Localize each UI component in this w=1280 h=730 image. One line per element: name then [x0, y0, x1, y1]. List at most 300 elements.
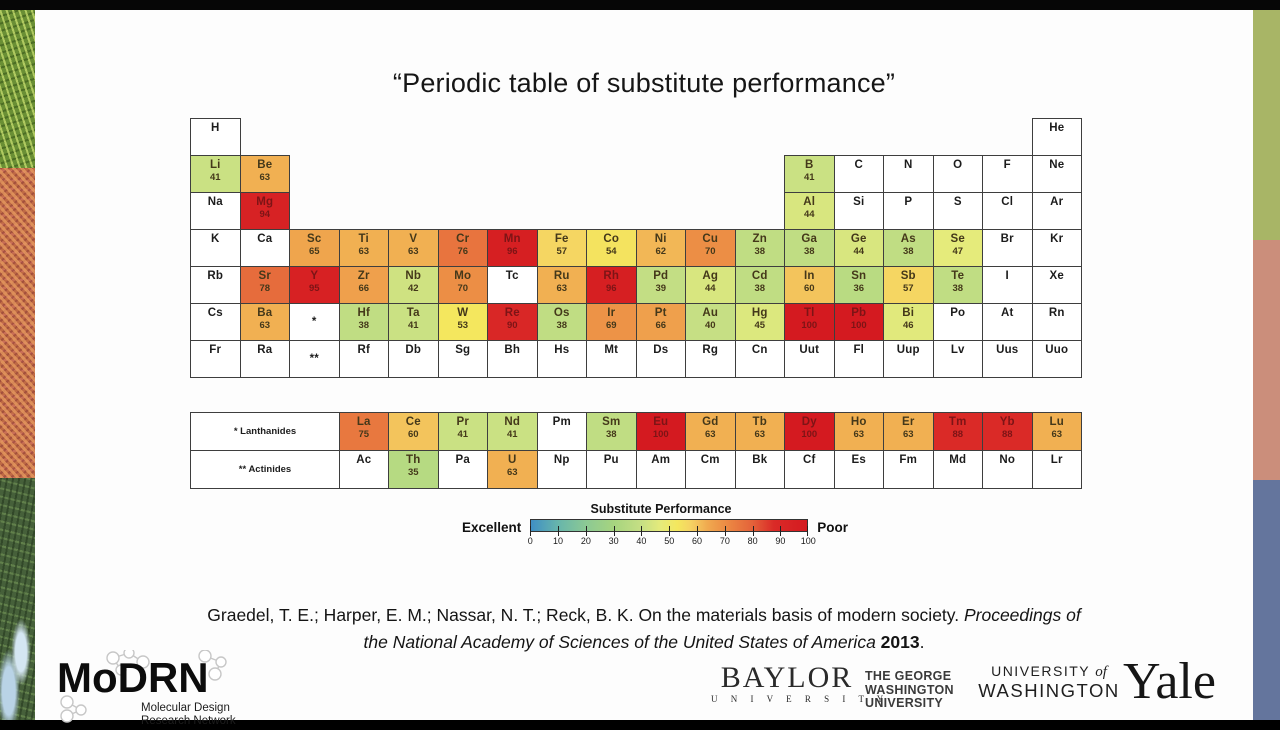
legend-tick-number: 60	[692, 536, 703, 546]
element-cell	[1032, 412, 1083, 451]
element-cell	[339, 450, 390, 489]
element-cell	[388, 412, 439, 451]
element-symbol: Sb	[900, 270, 916, 282]
element-symbol: B	[804, 159, 814, 171]
element-cell	[586, 303, 637, 341]
element-value: 100	[801, 320, 818, 331]
left-photo-strip	[0, 10, 35, 720]
element-symbol: Cr	[456, 233, 470, 245]
element-value: 100	[801, 429, 818, 440]
element-value: 95	[308, 283, 320, 294]
element-cell	[586, 340, 637, 378]
element-value: 38	[358, 320, 370, 331]
element-symbol: Zr	[357, 270, 370, 282]
element-value: 96	[605, 283, 617, 294]
element-cell	[1032, 155, 1083, 193]
element-symbol: Bk	[752, 454, 768, 466]
element-symbol: Nd	[504, 416, 521, 428]
element-symbol: Am	[651, 454, 671, 466]
element-value: 70	[704, 246, 716, 257]
legend-tick	[669, 526, 670, 536]
legend-tick-number: 30	[608, 536, 619, 546]
element-value: 41	[457, 429, 469, 440]
element-symbol: As	[900, 233, 916, 245]
element-symbol: Te	[951, 270, 965, 282]
element-cell	[190, 155, 241, 193]
element-value: 38	[754, 246, 766, 257]
element-cell	[784, 155, 835, 193]
element-symbol: Be	[257, 159, 273, 171]
element-symbol: Xe	[1049, 270, 1064, 282]
element-symbol: La	[356, 416, 371, 428]
lanthanides-label: * Lanthanides	[190, 412, 340, 451]
element-symbol: Cn	[751, 344, 768, 356]
element-cell	[240, 192, 291, 230]
element-symbol: Li	[209, 159, 221, 171]
element-symbol: Rn	[1048, 307, 1065, 319]
element-symbol: Fe	[554, 233, 569, 245]
element-cell	[190, 118, 241, 156]
element-cell	[933, 192, 984, 230]
element-symbol: N	[903, 159, 913, 171]
legend-poor-label: Poor	[817, 520, 849, 535]
element-symbol: P	[904, 196, 913, 208]
element-cell	[339, 303, 390, 341]
element-value: 57	[556, 246, 568, 257]
element-cell	[784, 340, 835, 378]
element-cell	[537, 412, 588, 451]
element-cell	[982, 340, 1033, 378]
element-cell	[784, 412, 835, 451]
lanthanide-actinide-block	[190, 412, 1083, 490]
element-cell	[883, 412, 934, 451]
element-cell	[339, 412, 390, 451]
legend-gradient-bar	[527, 519, 816, 549]
legend-tick-number: 40	[636, 536, 647, 546]
element-value: 90	[506, 320, 518, 331]
element-symbol: Sm	[602, 416, 621, 428]
element-cell	[784, 450, 835, 489]
legend-tick	[697, 526, 698, 536]
element-cell	[685, 266, 736, 304]
element-cell	[388, 340, 439, 378]
legend-tick-number: 90	[775, 536, 786, 546]
element-symbol: Mt	[604, 344, 619, 356]
element-cell	[339, 340, 390, 378]
element-cell	[487, 340, 538, 378]
element-value: 88	[1001, 429, 1013, 440]
legend-tick-number: 100	[800, 536, 816, 546]
element-symbol: Ho	[850, 416, 867, 428]
element-cell	[933, 229, 984, 267]
modrn-subtitle-line1: Molecular Design	[141, 702, 230, 714]
element-cell	[636, 412, 687, 451]
element-cell	[240, 266, 291, 304]
element-cell	[586, 412, 637, 451]
element-symbol: Sn	[851, 270, 867, 282]
element-cell	[339, 229, 390, 267]
element-value: 47	[952, 246, 964, 257]
element-symbol: Zn	[752, 233, 767, 245]
element-cell	[586, 450, 637, 489]
element-cell	[636, 229, 687, 267]
right-strip-salmon	[1253, 240, 1280, 480]
element-symbol: Os	[553, 307, 570, 319]
element-symbol: Tl	[803, 307, 815, 319]
element-cell	[190, 303, 241, 341]
color-scale-legend	[455, 502, 855, 549]
element-value: 100	[652, 429, 669, 440]
element-symbol: Er	[901, 416, 915, 428]
element-symbol: Md	[949, 454, 967, 466]
trees-photo	[0, 478, 35, 720]
element-symbol: Cf	[802, 454, 816, 466]
element-symbol: Se	[950, 233, 965, 245]
element-symbol: Hf	[357, 307, 371, 319]
element-cell	[537, 229, 588, 267]
element-value: 63	[556, 283, 568, 294]
element-cell	[487, 266, 538, 304]
yale-logo: Yale	[1123, 653, 1216, 710]
element-value: 78	[259, 283, 271, 294]
right-color-strip	[1253, 10, 1280, 720]
element-cell	[834, 450, 885, 489]
citation	[35, 602, 1253, 656]
element-cell	[438, 303, 489, 341]
element-cell	[933, 412, 984, 451]
element-symbol: Pr	[456, 416, 470, 428]
element-cell	[240, 229, 291, 267]
element-symbol: Kr	[1050, 233, 1064, 245]
legend-excellent-label: Excellent	[461, 520, 522, 535]
element-cell	[982, 229, 1033, 267]
element-symbol: Cu	[702, 233, 719, 245]
element-symbol: No	[999, 454, 1016, 466]
element-cell	[240, 155, 291, 193]
element-cell	[784, 266, 835, 304]
element-symbol: K	[210, 233, 220, 245]
gwu-line3: UNIVERSITY	[865, 696, 944, 710]
element-cell	[438, 266, 489, 304]
legend-tick	[753, 526, 754, 536]
letterbox-top-bar	[0, 0, 1280, 10]
element-symbol: Y	[310, 270, 319, 282]
legend-tick-number: 10	[553, 536, 564, 546]
element-cell	[883, 266, 934, 304]
element-symbol: Pu	[603, 454, 619, 466]
element-value: 44	[853, 246, 865, 257]
citation-line-1: Graedel, T. E.; Harper, E. M.; Nassar, N. T.; Reck, B. K. On the materials basis of modern society. Proceedings of	[207, 605, 1081, 625]
element-symbol: Na	[207, 196, 223, 208]
element-value: 96	[506, 246, 518, 257]
element-symbol: Pm	[552, 416, 571, 428]
element-cell	[685, 303, 736, 341]
element-value: 69	[605, 320, 617, 331]
element-symbol: Uus	[996, 344, 1019, 356]
element-value: 38	[754, 283, 766, 294]
element-symbol: Fm	[899, 454, 918, 466]
element-value: 63	[902, 429, 914, 440]
modrn-logo	[53, 650, 283, 730]
element-symbol: **	[309, 353, 319, 365]
element-cell	[1032, 118, 1083, 156]
element-symbol: Br	[1000, 233, 1014, 245]
element-cell	[685, 229, 736, 267]
element-symbol: Cd	[751, 270, 768, 282]
element-symbol: Eu	[653, 416, 669, 428]
element-cell	[339, 266, 390, 304]
modrn-wordmark: MoDRN	[57, 654, 209, 701]
element-value: 53	[457, 320, 469, 331]
element-cell	[1032, 340, 1083, 378]
element-cell	[537, 266, 588, 304]
element-cell	[438, 412, 489, 451]
element-symbol: Mo	[454, 270, 472, 282]
element-cell	[933, 303, 984, 341]
element-symbol: Lv	[950, 344, 965, 356]
element-value: 41	[803, 172, 815, 183]
element-symbol: Re	[504, 307, 520, 319]
element-symbol: Ar	[1050, 196, 1064, 208]
element-symbol: Rh	[603, 270, 620, 282]
element-cell	[487, 303, 538, 341]
element-cell	[883, 155, 934, 193]
element-value: 63	[704, 429, 716, 440]
slide	[35, 10, 1253, 727]
element-symbol: Pa	[455, 454, 470, 466]
element-cell	[685, 412, 736, 451]
element-cell	[784, 192, 835, 230]
element-symbol: Uup	[896, 344, 920, 356]
element-value: 39	[655, 283, 667, 294]
legend-tick	[641, 526, 642, 536]
element-symbol: Ne	[1049, 159, 1065, 171]
element-cell	[636, 303, 687, 341]
element-symbol: Pt	[654, 307, 667, 319]
element-symbol: Ce	[405, 416, 421, 428]
element-value: 41	[506, 429, 518, 440]
baylor-university-text: U N I V E R S I T Y	[711, 694, 889, 704]
element-cell	[240, 303, 291, 341]
element-cell	[933, 450, 984, 489]
element-symbol: Bh	[504, 344, 521, 356]
element-cell	[735, 340, 786, 378]
legend-tick-number: 0	[527, 536, 533, 546]
element-symbol: Rg	[702, 344, 719, 356]
legend-tick	[807, 526, 808, 536]
element-symbol: Ag	[702, 270, 719, 282]
element-symbol: He	[1049, 122, 1065, 134]
element-symbol: Nb	[405, 270, 422, 282]
element-symbol: Cl	[1001, 196, 1014, 208]
flowers-photo	[0, 168, 35, 478]
element-symbol: Hs	[554, 344, 570, 356]
element-symbol: Ca	[257, 233, 273, 245]
element-symbol: Rf	[357, 344, 371, 356]
element-cell	[834, 412, 885, 451]
element-cell	[933, 155, 984, 193]
element-value: 38	[605, 429, 617, 440]
element-symbol: F	[1003, 159, 1011, 171]
element-cell	[388, 229, 439, 267]
element-symbol: *	[311, 316, 317, 328]
element-value: 60	[407, 429, 419, 440]
element-value: 46	[902, 320, 914, 331]
element-cell	[190, 266, 241, 304]
element-symbol: Ta	[406, 307, 420, 319]
element-symbol: Np	[553, 454, 570, 466]
element-symbol: Th	[406, 454, 421, 466]
element-cell	[190, 340, 241, 378]
element-cell	[289, 340, 340, 378]
element-cell	[982, 266, 1033, 304]
element-cell	[1032, 192, 1083, 230]
element-cell	[982, 412, 1033, 451]
element-symbol: Yb	[999, 416, 1015, 428]
modrn-subtitle-line2: Research Network	[141, 714, 236, 727]
legend-tick	[780, 526, 781, 536]
element-value: 63	[1051, 429, 1063, 440]
element-value: 66	[655, 320, 667, 331]
element-cell	[933, 340, 984, 378]
element-cell	[240, 340, 291, 378]
element-symbol: Dy	[801, 416, 817, 428]
periodic-table	[190, 118, 1083, 379]
element-cell	[883, 192, 934, 230]
element-value: 38	[556, 320, 568, 331]
element-value: 41	[209, 172, 221, 183]
element-symbol: Po	[950, 307, 966, 319]
element-cell	[784, 229, 835, 267]
element-symbol: Ra	[257, 344, 273, 356]
element-symbol: Sc	[307, 233, 322, 245]
element-symbol: Pb	[851, 307, 867, 319]
element-cell	[735, 266, 786, 304]
element-value: 63	[259, 172, 271, 183]
element-cell	[438, 229, 489, 267]
element-symbol: Si	[853, 196, 865, 208]
element-cell	[537, 450, 588, 489]
element-cell	[735, 412, 786, 451]
element-value: 45	[754, 320, 766, 331]
element-symbol: Ds	[653, 344, 669, 356]
element-cell	[982, 192, 1033, 230]
element-cell	[735, 303, 786, 341]
element-symbol: Hg	[751, 307, 768, 319]
element-symbol: Co	[603, 233, 620, 245]
element-value: 63	[853, 429, 865, 440]
element-symbol: Sg	[455, 344, 471, 356]
element-cell	[784, 303, 835, 341]
element-value: 44	[803, 209, 815, 220]
element-value: 70	[457, 283, 469, 294]
citation-line-2: the National Academy of Sciences of the United States of America 2013.	[363, 632, 925, 652]
element-value: 60	[803, 283, 815, 294]
element-symbol: U	[507, 454, 517, 466]
element-symbol: Au	[702, 307, 719, 319]
element-value: 63	[358, 246, 370, 257]
element-value: 44	[704, 283, 716, 294]
element-symbol: I	[1005, 270, 1009, 282]
element-value: 62	[655, 246, 667, 257]
element-symbol: Fl	[853, 344, 865, 356]
element-symbol: At	[1000, 307, 1014, 319]
element-cell	[685, 450, 736, 489]
element-symbol: Cs	[207, 307, 223, 319]
slide-title: “Periodic table of substitute performance”	[392, 68, 896, 98]
element-cell	[636, 266, 687, 304]
element-value: 38	[803, 246, 815, 257]
element-symbol: Al	[803, 196, 816, 208]
element-cell	[834, 155, 885, 193]
element-cell	[388, 266, 439, 304]
legend-tick	[614, 526, 615, 536]
uw-logo	[973, 663, 1125, 701]
element-value: 66	[358, 283, 370, 294]
element-cell	[1032, 303, 1083, 341]
element-symbol: Ti	[358, 233, 369, 245]
element-cell	[289, 229, 340, 267]
element-cell	[289, 303, 340, 341]
element-symbol: Tc	[505, 270, 519, 282]
element-cell	[1032, 266, 1083, 304]
element-value: 65	[308, 246, 320, 257]
element-cell	[933, 266, 984, 304]
element-value: 100	[850, 320, 867, 331]
element-symbol: O	[953, 159, 963, 171]
baylor-logo	[711, 661, 889, 704]
element-symbol: Ge	[850, 233, 867, 245]
element-cell	[388, 450, 439, 489]
legend-tick	[586, 526, 587, 536]
element-symbol: Fr	[209, 344, 222, 356]
element-value: 54	[605, 246, 617, 257]
actinides-label: ** Actinides	[190, 450, 340, 489]
element-value: 40	[704, 320, 716, 331]
element-value: 42	[407, 283, 419, 294]
element-value: 76	[457, 246, 469, 257]
element-symbol: W	[457, 307, 469, 319]
element-symbol: Ac	[356, 454, 372, 466]
element-cell	[883, 340, 934, 378]
element-symbol: Gd	[702, 416, 719, 428]
element-symbol: V	[409, 233, 418, 245]
element-symbol: Db	[405, 344, 422, 356]
element-value: 75	[358, 429, 370, 440]
element-symbol: Pd	[653, 270, 669, 282]
element-symbol: Rb	[207, 270, 224, 282]
legend-tick-number: 50	[664, 536, 675, 546]
element-cell	[982, 303, 1033, 341]
element-cell	[636, 340, 687, 378]
element-symbol: Tb	[752, 416, 767, 428]
element-cell	[834, 303, 885, 341]
gwu-logo	[865, 670, 954, 711]
element-value: 63	[259, 320, 271, 331]
right-strip-blue	[1253, 480, 1280, 720]
element-value: 35	[407, 467, 419, 478]
element-cell	[537, 303, 588, 341]
legend-tick-number: 70	[719, 536, 730, 546]
legend-tick	[530, 526, 531, 536]
element-cell	[438, 450, 489, 489]
element-value: 94	[259, 209, 271, 220]
element-cell	[883, 229, 934, 267]
element-symbol: Bi	[902, 307, 915, 319]
element-symbol: Ir	[607, 307, 616, 319]
element-cell	[190, 192, 241, 230]
uw-line2: WASHINGTON	[978, 680, 1120, 701]
